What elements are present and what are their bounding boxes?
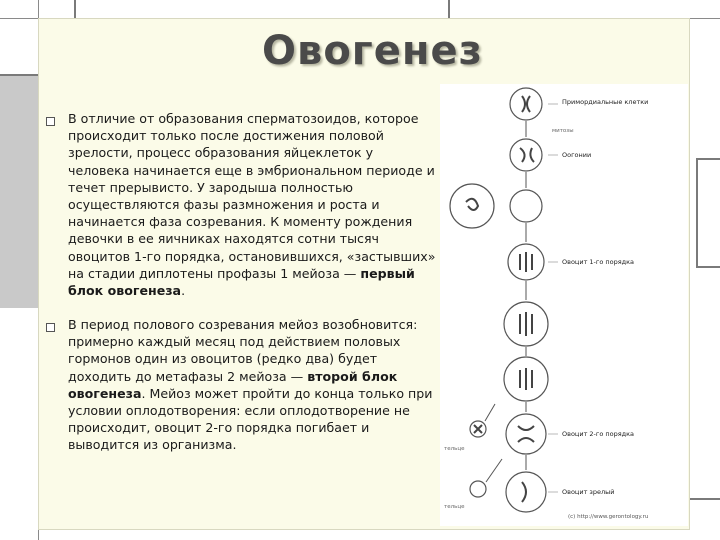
figure-credit: (c) http://www.gerontology.ru: [568, 514, 649, 520]
bullet-1-text: В отличие от образования сперматозоидов, которое происходит только после достижения половой зрелости, процесс образования яйцеклеток у человека начинается еще в эмбриональном периоде и течет прерывисто. У зародыша полностью осуществляются фазы размножения и роста и начинается фаза созревания. К моменту рождения девочки в ее яичниках находятся сотни тысяч овоцитов 1-го порядка, остановившихся, «застывших» на стадии диплотены профазы 1 мейоза —: [68, 111, 436, 281]
bullet-2-end: . Мейоз может пройти до конца только при условии оплодотворения: если оплодотворение не происходит, овоцит 2-го порядка погибает и выводится из организма.: [68, 385, 433, 453]
oocyte-2-icon: [506, 414, 546, 454]
frame-right-block: [696, 158, 720, 268]
oogonium-2-icon: [510, 190, 542, 222]
frame-top-right-line: [448, 0, 450, 20]
label-oogonia: Оогонии: [562, 151, 592, 159]
label-mature-oocyte: Овоцит зрелый: [562, 488, 615, 496]
label-oocyte-1: Овоцит 1-го порядка: [562, 258, 635, 266]
bullet-paragraph-1: [68, 110, 436, 299]
label-mitoses: митозы: [552, 128, 574, 134]
bullet-marker-2: [46, 323, 55, 332]
label-primordial: Примордиальные клетки: [562, 98, 649, 106]
polar-body-2-icon: [470, 481, 486, 497]
oogenesis-diagram: [440, 84, 688, 526]
bullet-1-bold: первый блок овогенеза: [68, 265, 415, 299]
proliferation-cell-icon: [450, 184, 494, 228]
label-oocyte-2: Овоцит 2-го порядка: [562, 430, 635, 438]
oogonium-icon: [510, 139, 542, 171]
bullet-2-bold: второй блок овогенеза: [68, 368, 398, 401]
bullet-1-end: .: [181, 283, 186, 299]
label-polar-body-2: тельце: [444, 504, 465, 510]
bullet-marker-1: [46, 117, 55, 126]
bullet-2-text: В период полового созревания мейоз возобновится: примерно каждый месяц под действием половых гормонов один из овоцитов (редко два) будет доходить до метафазы 2 мейоза —: [68, 317, 418, 384]
bullet-paragraph-2: [68, 316, 436, 454]
frame-left-block: [0, 76, 38, 308]
label-polar-body-1: тельце: [444, 446, 465, 452]
page-title: Овогенез: [262, 28, 483, 74]
